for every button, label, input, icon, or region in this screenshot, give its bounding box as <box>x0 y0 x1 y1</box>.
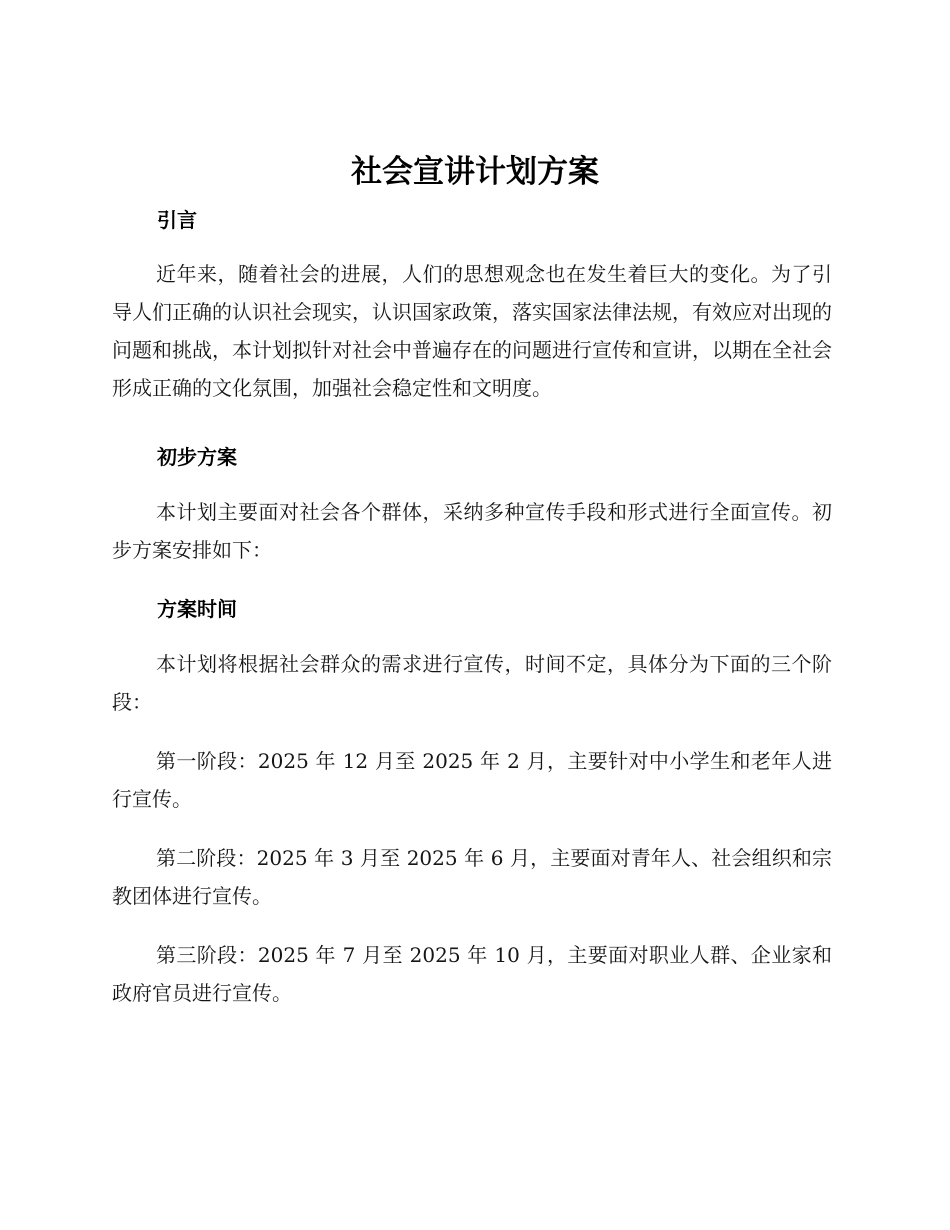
document-title: 社会宣讲计划方案 <box>351 154 599 190</box>
stage-two-paragraph: 第二阶段：2025 年 3 月至 2025 年 6 月，主要面对青年人、社会组织和宗教团体进行宣传。 <box>112 846 832 908</box>
section-heading-preliminary-plan: 初步方案 <box>157 445 237 469</box>
section-heading-introduction: 引言 <box>157 208 197 232</box>
stage-one-paragraph: 第一阶段：2025 年 12 月至 2025 年 2 月，主要针对中小学生和老年人进行宣传。 <box>112 749 832 811</box>
plan-schedule-paragraph: 本计划将根据社会群众的需求进行宣传，时间不定，具体分为下面的三个阶段： <box>112 652 832 714</box>
stage-three-paragraph: 第三阶段：2025 年 7 月至 2025 年 10 月，主要面对职业人群、企业家和政府官员进行宣传。 <box>112 943 832 1005</box>
preliminary-plan-paragraph: 本计划主要面对社会各个群体，采纳多种宣传手段和形式进行全面宣传。初步方案安排如下： <box>112 500 832 562</box>
introduction-paragraph: 近年来，随着社会的进展，人们的思想观念也在发生着巨大的变化。为了引导人们正确的认识社会现实，认识国家政策，落实国家法律法规，有效应对出现的问题和挑战，本计划拟针对社会中普遍存在的问题进行宣传和宣讲，以期在全社会形成正确的文化氛围，加强社会稳定性和文明度。 <box>112 262 832 400</box>
section-heading-plan-schedule: 方案时间 <box>157 597 237 621</box>
